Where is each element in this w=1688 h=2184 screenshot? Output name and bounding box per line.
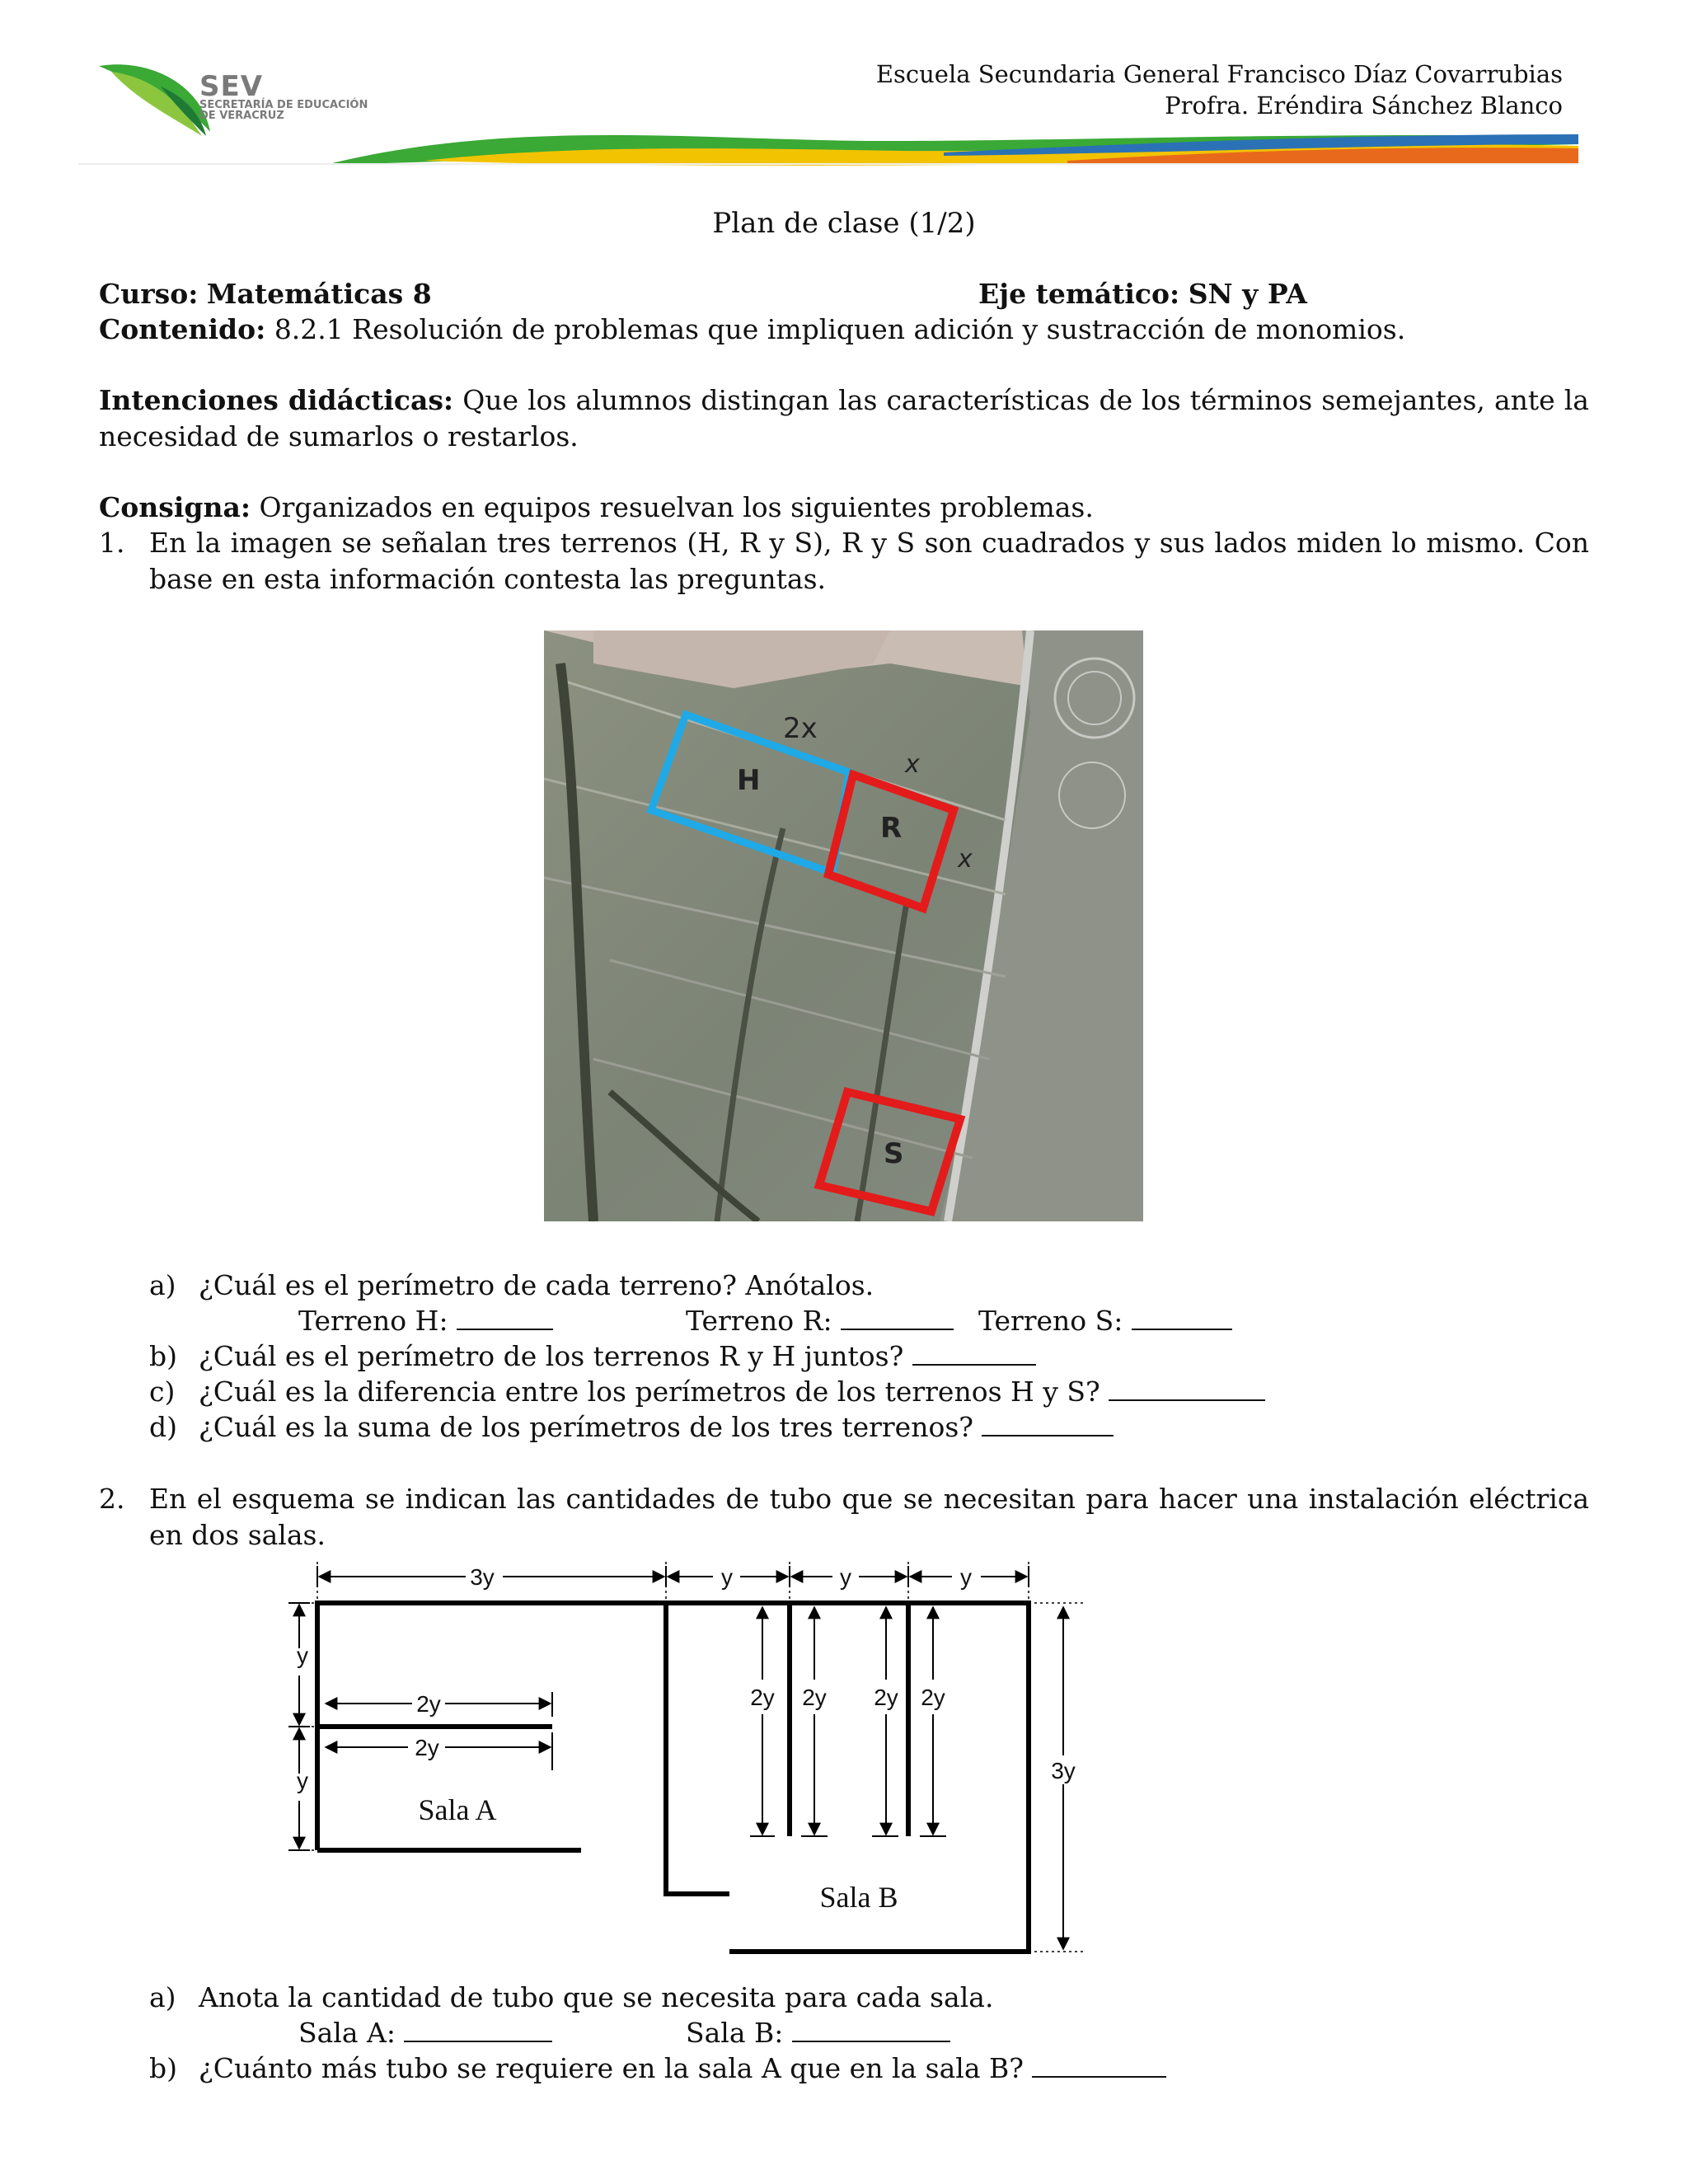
- q1b-line: [199, 1338, 1036, 1375]
- eje-value: SN y PA: [1188, 278, 1307, 310]
- teacher-name: Profra. Eréndira Sánchez Blanco: [1165, 91, 1563, 120]
- terreno-h-label: Terreno H:: [298, 1305, 448, 1337]
- logo-subtitle-2: DE VERACRUZ: [199, 110, 284, 122]
- sala-a-blank[interactable]: [404, 2018, 552, 2042]
- label-h: H: [737, 764, 761, 797]
- curso-line: [99, 276, 432, 312]
- page-title: Plan de clase (1/2): [712, 207, 976, 240]
- school-name: Escuela Secundaria General Francisco Díaz Covarrubias: [875, 60, 1563, 88]
- terreno-r-label: Terreno R:: [686, 1305, 832, 1337]
- q1c-text: ¿Cuál es la diferencia entre los perímetros de los terrenos H y S?: [199, 1376, 1100, 1408]
- q1b-blank[interactable]: [912, 1341, 1036, 1366]
- q1d-text: ¿Cuál es la suma de los perímetros de los tres terrenos?: [199, 1411, 973, 1443]
- sala-b-answer-label: Sala B:: [686, 2017, 784, 2049]
- q1d-blank[interactable]: [982, 1412, 1114, 1436]
- intenciones-label: Intenciones didácticas:: [99, 384, 454, 416]
- consigna-line: [99, 490, 1094, 526]
- terreno-r-answer: [686, 1303, 954, 1339]
- dim-v-2y-4: 2y: [921, 1685, 945, 1710]
- consigna-value: Organizados en equipos resuelvan los siguientes problemas.: [259, 491, 1094, 523]
- dim-sala-a-2y-bottom: 2y: [415, 1735, 439, 1760]
- dim-top-y-2: y: [840, 1564, 851, 1590]
- terreno-s-blank[interactable]: [1132, 1305, 1232, 1330]
- problem-1-text: En la imagen se señalan tres terrenos (H, R y S), R y S son cuadrados y sus lados miden lo mismo. Con base en esta información contesta las preguntas.: [149, 527, 1589, 595]
- contenido-label: Contenido:: [99, 313, 266, 345]
- q1d-line: [199, 1409, 1114, 1446]
- curso-value: Matemáticas 8: [206, 278, 432, 310]
- dim-top-y-1: y: [721, 1564, 733, 1590]
- electrical-diagram: [280, 1558, 1104, 1961]
- sala-b-answer: [686, 2015, 950, 2051]
- label-s: S: [884, 1137, 904, 1170]
- q1c-blank[interactable]: [1109, 1376, 1265, 1401]
- q1a-text: ¿Cuál es el perímetro de cada terreno? Anótalos.: [199, 1269, 874, 1301]
- dim-v-2y-3: 2y: [874, 1685, 898, 1710]
- problem-2-text: En el esquema se indican las cantidades de tubo que se necesitan para hacer una instalación eléctrica en dos salas.: [149, 1483, 1589, 1551]
- contenido-line: [99, 312, 1405, 348]
- dim-right-3y: 3y: [1051, 1758, 1076, 1783]
- label-x-right: x: [958, 845, 973, 874]
- aerial-image: [544, 630, 1143, 1221]
- intenciones-paragraph: [99, 382, 1589, 455]
- q2b-blank[interactable]: [1032, 2053, 1166, 2078]
- terreno-h-answer: [298, 1303, 553, 1339]
- q1b-letter: b): [149, 1340, 177, 1372]
- q1c-letter: c): [149, 1376, 176, 1408]
- sala-b-label: Sala B: [819, 1881, 898, 1914]
- terreno-h-blank[interactable]: [457, 1305, 553, 1330]
- label-2x: 2x: [783, 712, 818, 745]
- sala-b-blank[interactable]: [792, 2018, 950, 2042]
- label-r: R: [880, 812, 903, 845]
- eje-label: Eje temático:: [978, 278, 1180, 310]
- problem-1-number: 1.: [99, 527, 125, 559]
- q1d-letter: d): [149, 1411, 177, 1443]
- q1b-text: ¿Cuál es el perímetro de los terrenos R y H juntos?: [199, 1340, 904, 1372]
- sala-a-answer: [298, 2015, 552, 2051]
- problem-2-number: 2.: [99, 1483, 125, 1515]
- eje-line: [978, 276, 1307, 312]
- consigna-label: Consigna:: [99, 491, 251, 523]
- intenciones-value: Que los alumnos distingan las características de los términos semejantes, ante la necesidad de sumarlos o restarlos.: [99, 384, 1589, 452]
- logo-subtitle-1: SECRETARÍA DE EDUCACIÓN: [199, 99, 368, 111]
- dim-v-2y-1: 2y: [750, 1685, 775, 1710]
- label-x-top: x: [905, 750, 920, 779]
- q2a-letter: a): [149, 1981, 176, 2013]
- terreno-s-label: Terreno S:: [978, 1305, 1123, 1337]
- q1c-line: [199, 1374, 1265, 1410]
- q2b-line: [199, 2050, 1166, 2087]
- terreno-s-answer: [978, 1303, 1232, 1339]
- q1a-letter: a): [149, 1269, 176, 1301]
- q2a-text: Anota la cantidad de tubo que se necesita para cada sala.: [199, 1981, 994, 2013]
- q2b-letter: b): [149, 2052, 177, 2084]
- dim-sala-a-2y-top: 2y: [416, 1691, 441, 1717]
- sala-a-label: Sala A: [418, 1793, 497, 1826]
- terreno-r-blank[interactable]: [841, 1305, 954, 1330]
- dim-v-2y-2: 2y: [802, 1685, 827, 1710]
- dim-left-y-2: y: [297, 1768, 308, 1793]
- curso-label: Curso:: [99, 278, 199, 310]
- dim-top-y-3: y: [960, 1564, 972, 1590]
- contenido-value: 8.2.1 Resolución de problemas que impliquen adición y sustracción de monomios.: [274, 313, 1406, 345]
- sala-a-answer-label: Sala A:: [298, 2017, 396, 2049]
- q2b-text: ¿Cuánto más tubo se requiere en la sala A que en la sala B?: [199, 2052, 1024, 2084]
- dim-top-3y: 3y: [470, 1564, 495, 1590]
- dim-left-y-1: y: [297, 1643, 308, 1668]
- logo-main: SEV: [199, 70, 264, 103]
